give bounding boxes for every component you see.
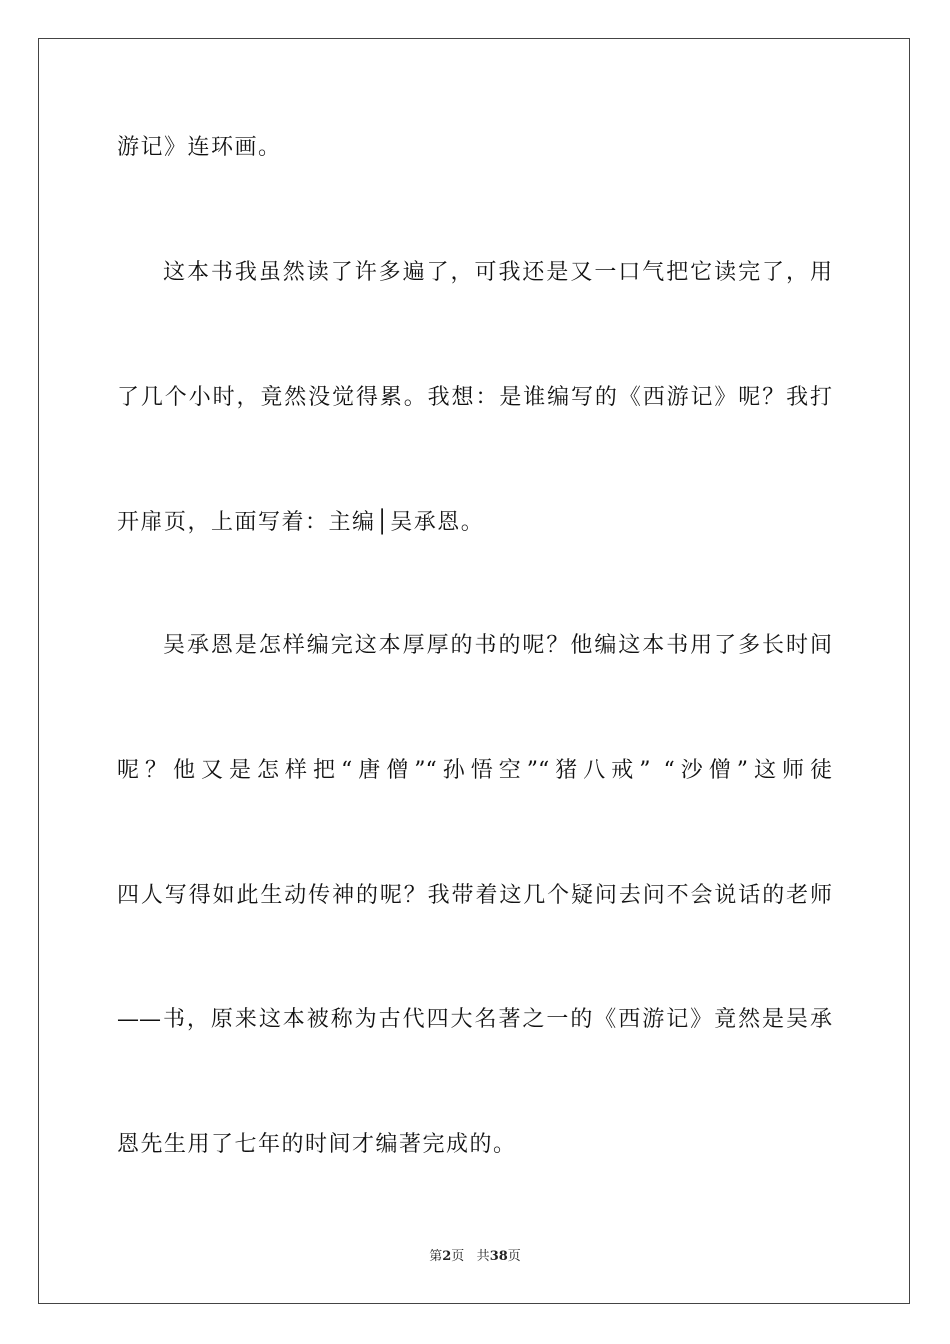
footer-page-number: 2 [442,1249,452,1264]
page-frame [38,38,910,1304]
text-line-5: 吴承恩是怎样编完这本厚厚的书的呢？他编这本书用了多长时间 [163,633,832,658]
footer-page-prefix: 第 [429,1249,443,1264]
text-line-4: 开扉页，上面写着：主编│吴承恩。 [117,510,485,535]
text-line-6: 呢？他又是怎样把“唐僧”“孙悟空”“猪八戒” “沙僧”这师徒 [117,758,832,783]
text-line-8: ——书，原来这本被称为古代四大名著之一的《西游记》竟然是吴承 [117,1007,832,1032]
footer-total-prefix: 共 [476,1249,490,1264]
text-line-1: 游记》连环画。 [117,135,282,160]
page-footer [0,1248,950,1266]
text-line-7: 四人写得如此生动传神的呢？我带着这几个疑问去问不会说话的老师 [117,883,832,908]
text-line-2: 这本书我虽然读了许多遍了，可我还是又一口气把它读完了，用 [163,260,832,285]
text-line-9: 恩先生用了七年的时间才编著完成的。 [117,1132,517,1157]
text-line-3: 了几个小时，竟然没觉得累。我想：是谁编写的《西游记》呢？我打 [117,385,832,410]
footer-total-pages: 38 [489,1249,508,1264]
footer-total-suffix: 页 [507,1249,521,1264]
footer-page-suffix: 页 [451,1249,465,1264]
